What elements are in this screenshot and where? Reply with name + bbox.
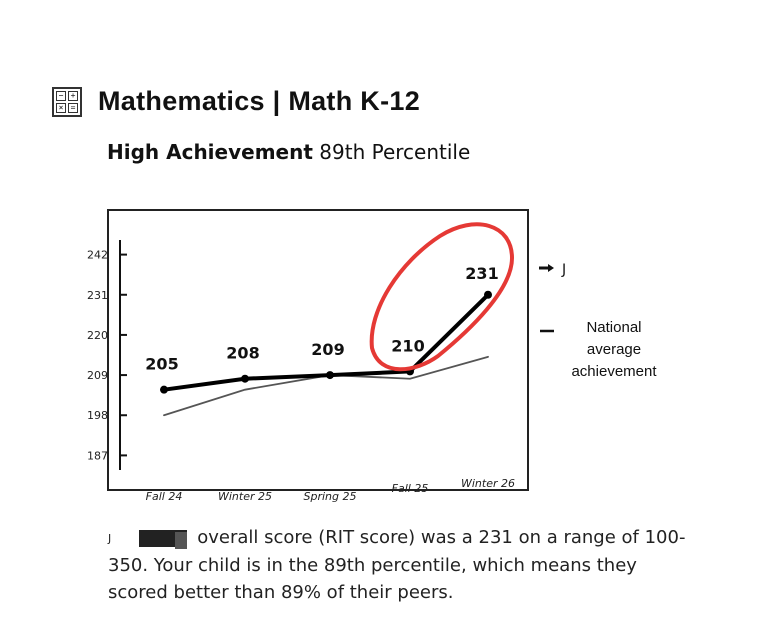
student-score-point: [326, 371, 334, 379]
percentile-label: 89th Percentile: [319, 140, 471, 164]
series-line-national-average: [164, 357, 488, 415]
data-label: 208: [226, 343, 260, 363]
y-tick-label: 198: [87, 409, 108, 423]
data-label: 210: [391, 336, 425, 356]
y-tick-label: 187: [87, 449, 108, 463]
explanation-line-2: 350. Your child is in the 89th percentile, which means they: [108, 554, 637, 576]
footer-mark: J: [108, 531, 112, 545]
x-tick-label: Spring 25: [303, 490, 357, 503]
data-label: 209: [311, 340, 345, 360]
data-label: 205: [145, 354, 179, 374]
x-tick-label: Fall 24: [145, 490, 183, 503]
achievement-label: High Achievement: [107, 140, 313, 164]
y-tick-label: 209: [87, 369, 108, 383]
student-score-point: [241, 375, 249, 383]
data-label: 231: [465, 263, 499, 283]
student-score-point: [160, 386, 168, 394]
y-tick-label: 242: [87, 248, 108, 262]
legend-label-line: National: [586, 319, 642, 336]
explanation-line-1: J overall score (RIT score) was a 231 on a range of 100-: [108, 527, 686, 548]
legend-arrow-head: [548, 264, 554, 272]
legend-label-line: achievement: [571, 363, 657, 380]
x-tick-label: Fall 25: [391, 482, 429, 495]
calculator-icon: − + × =: [52, 87, 82, 117]
y-tick-label: 220: [87, 328, 108, 342]
score-explanation: [108, 524, 708, 606]
redacted-name: [139, 530, 187, 547]
page-title: Mathematics | Math K-12: [98, 86, 421, 116]
legend-label-line: average: [586, 341, 642, 358]
explanation-line-3: scored better than 89% of their peers.: [108, 581, 454, 603]
legend-mark-j: J: [562, 262, 567, 278]
y-tick-label: 231: [87, 288, 108, 302]
student-score-point: [484, 291, 492, 299]
x-tick-label: Winter 25: [217, 490, 273, 503]
x-tick-label: Winter 26: [460, 477, 516, 490]
